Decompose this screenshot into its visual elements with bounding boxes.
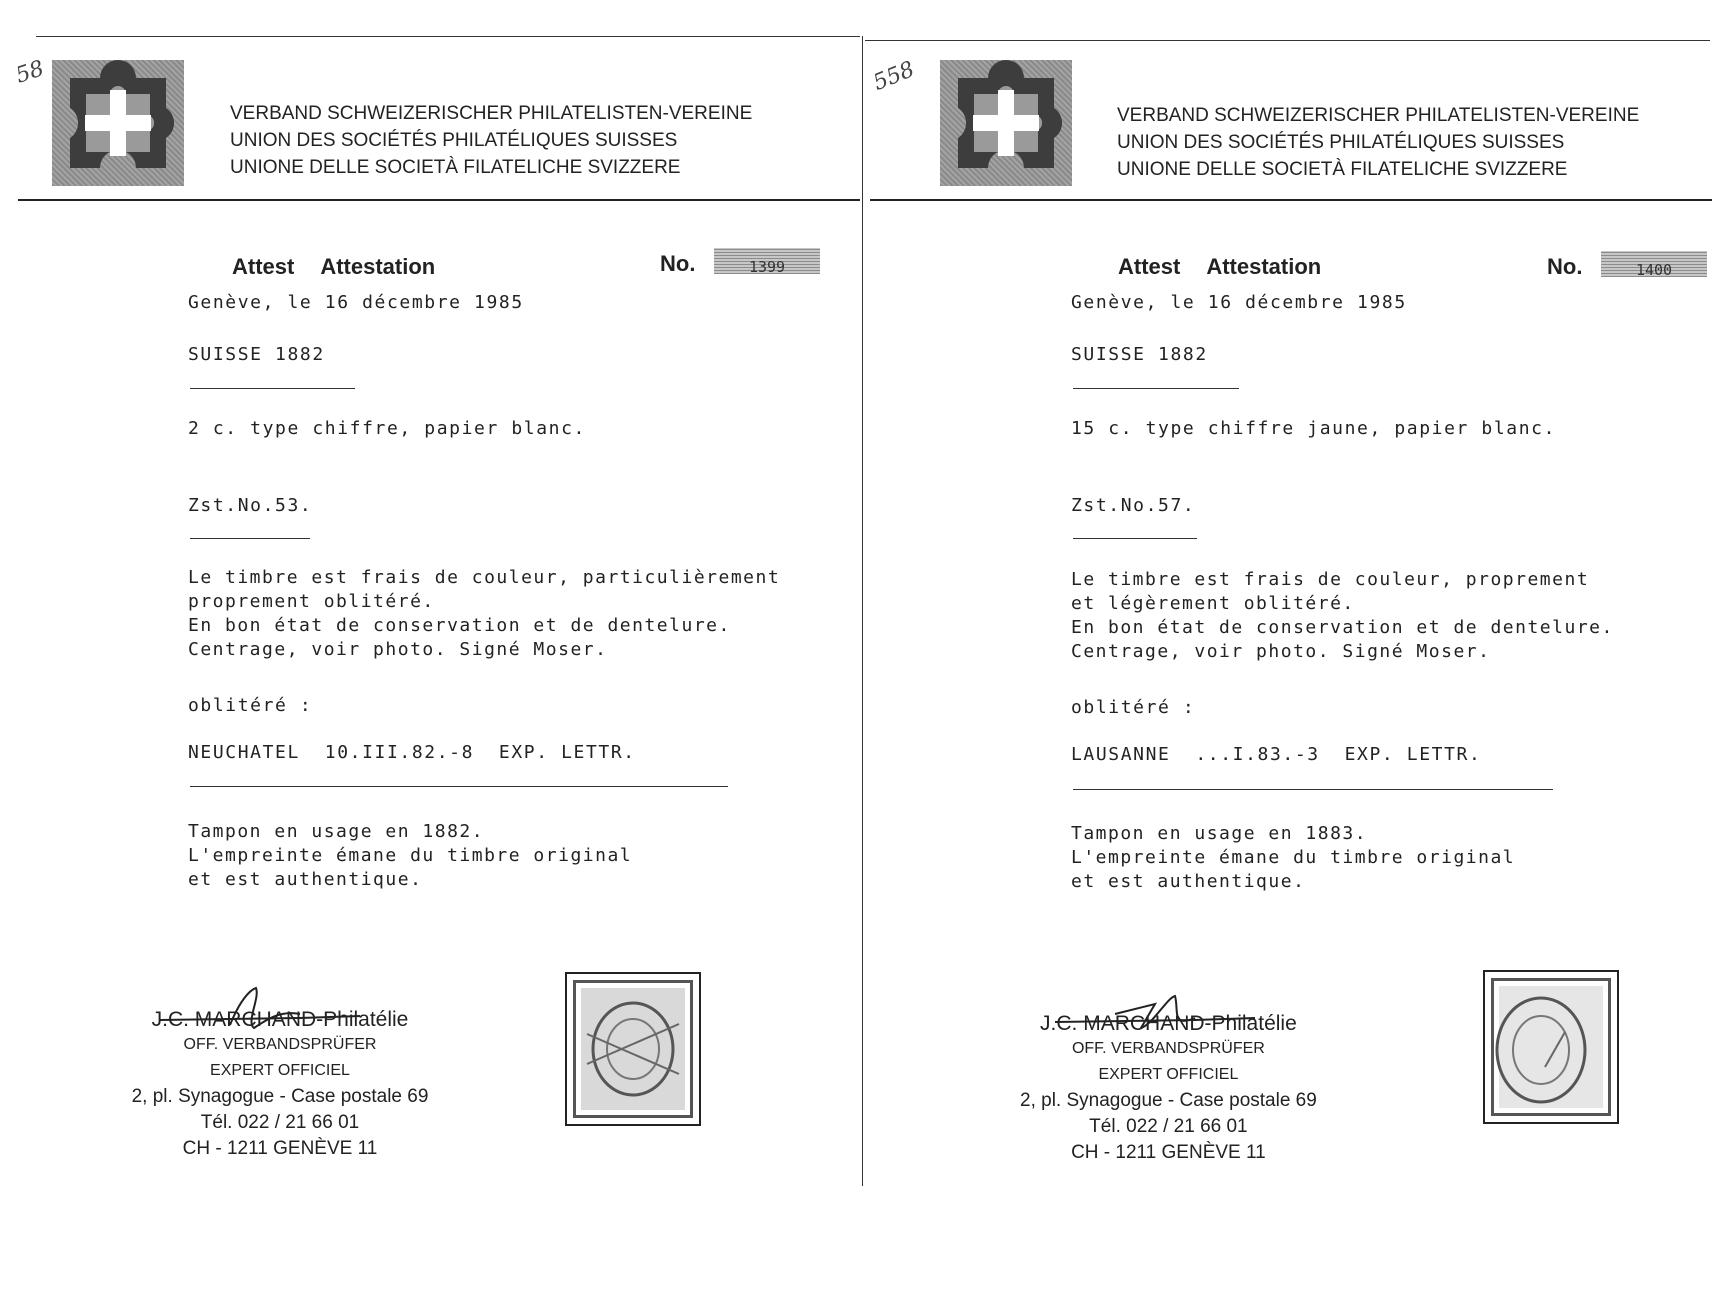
expert-address: 2, pl. Synagogue - Case postale 69: [131, 1086, 429, 1107]
country-year: SUISSE 1882: [188, 344, 325, 365]
authenticity-notes: [188, 820, 632, 892]
condition-line: En bon état de conservation et de dentelure.: [1071, 617, 1614, 638]
expert-city: CH - 1211 GENÈVE 11: [182, 1138, 378, 1159]
association-logo: [52, 60, 184, 186]
cancel-label: oblitéré :: [1071, 697, 1196, 718]
catalog-underline: [190, 538, 310, 539]
expert-title-de: OFF. VERBANDSPRÜFER: [1071, 1040, 1265, 1057]
association-names: [230, 100, 752, 181]
condition-line: Centrage, voir photo. Signé Moser.: [1071, 641, 1491, 662]
handwritten-number: 58: [12, 56, 48, 89]
cancel-underline: [190, 786, 728, 787]
certificate-number: 1400: [1601, 251, 1707, 277]
country-year: SUISSE 1882: [1071, 344, 1208, 365]
expert-title-fr: EXPERT OFFICIEL: [210, 1062, 350, 1079]
condition-line: Centrage, voir photo. Signé Moser.: [188, 639, 608, 660]
header-rule: [870, 199, 1712, 201]
expert-address: 2, pl. Synagogue - Case postale 69: [1020, 1090, 1317, 1111]
association-name-fr: UNION DES SOCIÉTÉS PHILATÉLIQUES SUISSES: [1117, 132, 1565, 153]
certificate-number: 1399: [714, 248, 820, 274]
certificate-title: [1118, 254, 1347, 280]
title-attest: Attest: [232, 254, 295, 279]
condition-line: En bon état de conservation et de dentelure.: [188, 615, 731, 636]
number-label: No.: [1547, 254, 1583, 279]
certificate-right: [865, 0, 1713, 1306]
association-names: [1117, 102, 1639, 183]
top-border: [865, 40, 1710, 41]
stamp-description: 2 c. type chiffre, papier blanc.: [188, 418, 586, 439]
condition-line: et légèrement oblitéré.: [1071, 593, 1355, 614]
country-underline: [190, 388, 355, 389]
note-line: Tampon en usage en 1882.: [188, 821, 485, 842]
expert-title-fr: EXPERT OFFICIEL: [1098, 1066, 1239, 1083]
association-name-it: UNIONE DELLE SOCIETÀ FILATELICHE SVIZZERE: [1117, 159, 1568, 180]
title-attestation: Attestation: [1206, 254, 1322, 279]
condition-text: [188, 566, 780, 662]
expert-name: J.C. MARCHAND-Philatélie: [151, 1008, 409, 1031]
catalog-underline: [1073, 538, 1197, 539]
expert-phone: Tél. 022 / 21 66 01: [200, 1112, 360, 1133]
association-logo: [940, 60, 1072, 186]
number-label: No.: [660, 251, 696, 276]
expert-title-de: OFF. VERBANDSPRÜFER: [183, 1036, 377, 1053]
association-name-fr: UNION DES SOCIÉTÉS PHILATÉLIQUES SUISSES: [230, 130, 678, 151]
title-attestation: Attestation: [320, 254, 436, 279]
association-name-de: VERBAND SCHWEIZERISCHER PHILATELISTEN-VEREINE: [230, 103, 753, 124]
country-underline: [1073, 388, 1239, 389]
note-line: et est authentique.: [1071, 871, 1306, 892]
authenticity-notes: [1071, 822, 1515, 894]
expert-stamp: [1020, 1012, 1317, 1166]
expert-stamp: [110, 1008, 450, 1162]
cancel-underline: [1073, 789, 1553, 790]
header-rule: [18, 199, 860, 201]
condition-text: [1071, 568, 1614, 664]
cancel-value: LAUSANNE ...I.83.-3 EXP. LETTR.: [1071, 744, 1482, 765]
stamp-photo: [1483, 970, 1619, 1124]
note-line: et est authentique.: [188, 869, 423, 890]
issue-date: Genève, le 16 décembre 1985: [188, 292, 524, 313]
condition-line: Le timbre est frais de couleur, proprement: [1071, 569, 1590, 590]
handwritten-number: 558: [869, 57, 919, 96]
catalog-number: Zst.No.53.: [188, 495, 313, 516]
stamp-photo: [565, 972, 701, 1126]
cancel-value: NEUCHATEL 10.III.82.-8 EXP. LETTR.: [188, 742, 636, 763]
certificate-title: [232, 254, 461, 280]
note-line: Tampon en usage en 1883.: [1071, 823, 1368, 844]
note-line: L'empreinte émane du timbre original: [1071, 847, 1516, 868]
title-attest: Attest: [1118, 254, 1181, 279]
stamp-description: 15 c. type chiffre jaune, papier blanc.: [1071, 418, 1557, 439]
association-name-de: VERBAND SCHWEIZERISCHER PHILATELISTEN-VEREINE: [1117, 105, 1640, 126]
expert-phone: Tél. 022 / 21 66 01: [1089, 1116, 1248, 1137]
page-divider: [862, 36, 863, 1186]
expert-name: J.C. MARCHAND-Philatélie: [1040, 1012, 1297, 1035]
condition-line: Le timbre est frais de couleur, particulièrement: [188, 567, 781, 588]
note-line: L'empreinte émane du timbre original: [188, 845, 633, 866]
issue-date: Genève, le 16 décembre 1985: [1071, 292, 1407, 313]
condition-line: proprement oblitéré.: [188, 591, 435, 612]
association-name-it: UNIONE DELLE SOCIETÀ FILATELICHE SVIZZERE: [230, 157, 681, 178]
catalog-number: Zst.No.57.: [1071, 495, 1196, 516]
top-border: [36, 36, 860, 37]
expert-city: CH - 1211 GENÈVE 11: [1071, 1142, 1266, 1163]
cancel-label: oblitéré :: [188, 695, 313, 716]
